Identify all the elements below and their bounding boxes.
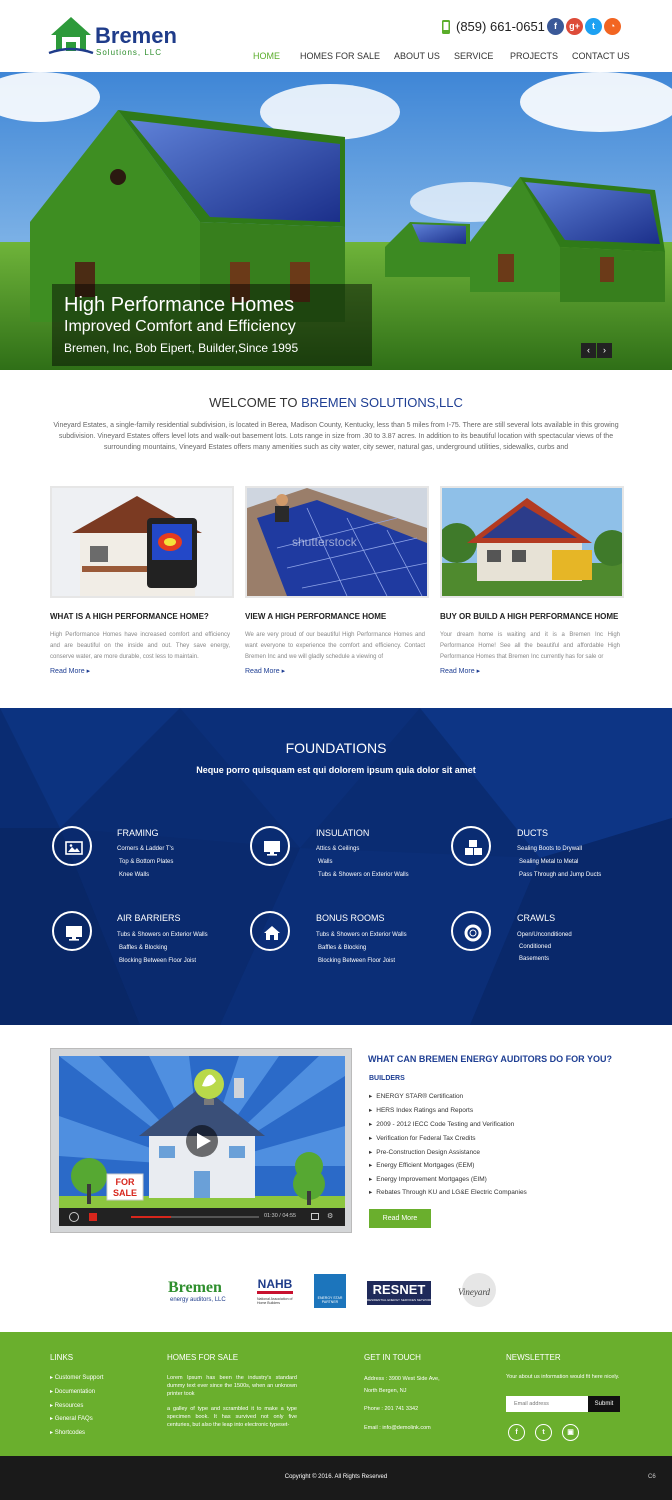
footer-email[interactable]: Email : info@demolink.com — [364, 1425, 431, 1431]
partner-logo-vineyard[interactable] — [456, 1272, 506, 1310]
logo-subtitle: Solutions, LLC — [96, 48, 163, 57]
auditor-service-label: Pre-Construction Design Assistance — [376, 1149, 480, 1156]
footer-link[interactable] — [50, 1415, 93, 1423]
arrow-right-icon: ▸ — [86, 668, 91, 675]
hero-subheadline: Improved Comfort and Efficiency — [64, 318, 296, 335]
phone-number: (859) 661-0651 — [456, 19, 545, 34]
arrow-right-icon: ▸ — [369, 1135, 373, 1142]
feature-icon-circle — [250, 911, 290, 951]
partner-logo-nahb[interactable] — [257, 1272, 297, 1310]
footer-link-label: General FAQs — [54, 1416, 93, 1422]
footer-link-label: Shortcodes — [54, 1430, 86, 1436]
sign-line-2: SALE — [112, 1188, 138, 1198]
auditor-service-label: Energy Improvement Mortgages (EIM) — [376, 1176, 487, 1183]
feature-line: Conditioned — [519, 944, 552, 950]
logo-wordmark: Bremen — [95, 23, 177, 48]
card-text: Your dream home is waiting and it is a Bremen Inc High Performance Home! See all the beautiful and affordable High Performance Homes that Bremen Inc currently has for sale or — [440, 632, 620, 660]
footer-link[interactable] — [50, 1388, 95, 1396]
nav-homes-for-sale[interactable]: HOMES FOR SALE — [300, 51, 381, 61]
auditor-service-item — [369, 1093, 463, 1101]
site-header — [0, 0, 672, 72]
auditor-service-label: HERS Index Ratings and Reports — [376, 1107, 474, 1114]
feature-line: Top & Bottom Plates — [119, 859, 174, 865]
feature-title: INSULATION — [316, 828, 370, 838]
cubes-icon — [464, 839, 482, 857]
welcome-title-brand: BREMEN SOLUTIONS,LLC — [301, 395, 463, 410]
phone-icon — [440, 20, 452, 34]
video-progress-track[interactable] — [131, 1216, 259, 1218]
footer-homes-text: a galley of type and scrambled it to make a type specimen book. It has survived not only five centuries, but also the leap into electronic typeset- — [167, 1406, 297, 1428]
footer-link-label: Documentation — [54, 1389, 96, 1395]
hero-caption — [52, 284, 372, 366]
feature-title: FRAMING — [117, 828, 159, 838]
fullscreen-icon[interactable] — [311, 1213, 319, 1220]
header-facebook-icon[interactable]: f — [547, 18, 564, 35]
footer-homes-text: Lorem Ipsum has been the industry's standard dummy text ever since the 1500s, when an unknown printer took — [167, 1375, 297, 1397]
welcome-text: Vineyard Estates, a single-family residential subdivision, is located in Berea, Madison County, Kentucky, less than 5 miles from I-75. There are still several lots available in this growing subdivision. Vineyard Estates offers level lots and walk-out basement lots. Lots range in size from .30 to 3.87 acres. In addition to its beautiful location with spectacular views of the surrounding mountains, Vineyard Estates offers many amenities such as city water, city sewer, natural gas, underground utilities, sidewalks, curbs and — [53, 422, 619, 451]
partner-bremen-sub: energy auditors, LLC — [170, 1297, 226, 1303]
auditors-read-more-button[interactable]: Read More — [369, 1209, 431, 1228]
feature-title: DUCTS — [517, 828, 548, 838]
lifebuoy-icon — [464, 924, 482, 942]
card-text: We are very proud of our beautiful High Performance Homes and want everyone to experience the comfort and efficiency. Contact Bremen Inc and we will gladly schedule a viewing of — [245, 632, 425, 660]
auditor-service-item — [369, 1121, 514, 1129]
card-read-more-link[interactable] — [245, 667, 285, 677]
auditor-service-label: Verification for Federal Tax Credits — [376, 1135, 476, 1142]
arrow-right-icon: ▸ — [50, 1430, 54, 1436]
auditor-service-label: Energy Efficient Mortgages (EEM) — [376, 1162, 475, 1169]
feature-line: Baffles & Blocking — [119, 945, 168, 951]
card-title: BUY OR BUILD A HIGH PERFORMANCE HOME — [440, 612, 619, 621]
card-title: WHAT IS A HIGH PERFORMANCE HOME? — [50, 612, 209, 621]
feature-line: Tubs & Showers on Exterior Walls — [117, 932, 208, 938]
footer-link-label: Resources — [54, 1403, 84, 1409]
auditor-service-label: Rebates Through KU and LG&E Electric Companies — [376, 1189, 527, 1196]
footer-phone: Phone : 201 741 3342 — [364, 1406, 419, 1412]
monitor-icon — [263, 839, 281, 857]
partner-bremen-word: Bremen — [168, 1279, 222, 1296]
welcome-title — [0, 395, 672, 410]
feature-line: Tubs & Showers on Exterior Walls — [316, 932, 407, 938]
footer-newsletter-title: NEWSLETTER — [506, 1353, 561, 1362]
card-text: High Performance Homes have increased comfort and efficiency and are beautiful on the inside and out. They save energy, conserve water, are more durable, cost less to maintain. — [50, 632, 230, 660]
video-time: 01:30 / 04:55 — [264, 1213, 297, 1219]
picture-icon — [65, 839, 83, 857]
footer-twitter-icon[interactable]: t — [535, 1424, 552, 1441]
arrow-right-icon: ▸ — [476, 668, 481, 675]
arrow-right-icon: ▸ — [50, 1389, 54, 1395]
main-nav — [240, 47, 640, 65]
auditor-service-item — [369, 1162, 474, 1170]
volume-icon[interactable] — [89, 1213, 97, 1221]
feature-icon-circle — [52, 826, 92, 866]
partner-logo-resnet[interactable] — [367, 1272, 431, 1310]
partner-nahb-sub: National Association of Home Builders — [257, 1297, 293, 1305]
auditor-service-item — [369, 1135, 476, 1143]
feature-line: Blocking Between Floor Joist — [318, 958, 396, 964]
feature-line: Knee Walls — [119, 872, 150, 878]
auditor-service-label: 2009 - 2012 IECC Code Testing and Verification — [376, 1121, 515, 1128]
feature-icon-circle — [250, 826, 290, 866]
feature-icon-circle — [451, 826, 491, 866]
arrow-right-icon: ▸ — [369, 1149, 373, 1156]
feature-title: AIR BARRIERS — [117, 913, 181, 923]
monitor-icon — [65, 924, 83, 942]
feature-line: Blocking Between Floor Joist — [119, 958, 197, 964]
newsletter-submit-button[interactable]: Submit — [588, 1396, 620, 1412]
card-image-thermal-house[interactable] — [50, 486, 234, 598]
card-read-more-label: Read More — [50, 668, 85, 675]
footer-address-line: Address : 3900 West Side Ave, — [364, 1376, 440, 1382]
auditor-service-item — [369, 1149, 480, 1157]
slider-prev-button[interactable]: ‹ — [581, 343, 596, 358]
partner-nahb-word: NAHB — [257, 1276, 293, 1294]
nav-projects[interactable]: PROJECTS — [510, 51, 559, 61]
arrow-right-icon: ▸ — [369, 1121, 373, 1128]
arrow-right-icon: ▸ — [50, 1403, 54, 1409]
feature-line: Sealing Boots to Drywall — [517, 846, 583, 852]
logo[interactable] — [48, 15, 188, 57]
video-play-icon[interactable] — [69, 1212, 79, 1222]
feature-line: Corners & Ladder T's — [117, 846, 174, 852]
partner-logo-bremen[interactable] — [168, 1272, 240, 1310]
auditors-subtitle: BUILDERS — [369, 1075, 405, 1082]
auditors-title: WHAT CAN BREMEN ENERGY AUDITORS DO FOR YOU? — [368, 1054, 613, 1064]
copyright-text: Copyright © 2016. All Rights Reserved — [284, 1474, 388, 1480]
footer-address-line: North Bergen, NJ — [364, 1388, 407, 1394]
card-image-solar-house[interactable] — [440, 486, 624, 598]
settings-gear-icon[interactable]: ⚙ — [327, 1213, 334, 1220]
footer-link-label: Customer Support — [54, 1375, 104, 1381]
card-image-solar-install[interactable] — [245, 486, 429, 598]
foundations-title: FOUNDATIONS — [285, 740, 387, 756]
header-twitter-icon[interactable]: t — [585, 18, 602, 35]
card-read-more-label: Read More — [440, 668, 475, 675]
auditor-service-item — [369, 1107, 473, 1115]
feature-title: CRAWLS — [517, 913, 556, 923]
footer-links-title: LINKS — [50, 1353, 74, 1362]
header-rss-icon[interactable]: ◔ — [604, 18, 621, 35]
arrow-right-icon: ▸ — [369, 1107, 373, 1114]
video-player — [50, 1048, 352, 1233]
feature-line: Pass Through and Jump Ducts — [519, 872, 602, 878]
footer-newsletter-text: Your about us information would fit here nicely. — [506, 1374, 620, 1380]
auditor-service-label: ENERGY STAR® Certification — [376, 1093, 464, 1100]
footer-link[interactable] — [50, 1402, 83, 1410]
foundations-subtitle: Neque porro quisquam est qui dolorem ipsum quia dolor sit amet — [196, 765, 476, 775]
feature-line: Open/Unconditioned — [517, 932, 572, 938]
card-watermark: shutterstock — [292, 535, 357, 549]
arrow-right-icon: ▸ — [369, 1162, 373, 1169]
footer-link[interactable] — [50, 1374, 103, 1382]
corner-label: C6 — [648, 1474, 656, 1480]
video-thumbnail — [59, 1056, 345, 1226]
feature-line: Basements — [519, 956, 550, 962]
feature-line: Sealing Metal to Metal — [519, 859, 579, 865]
arrow-right-icon: ▸ — [369, 1093, 373, 1100]
hero-tagline: Bremen, Inc, Bob Eipert, Builder,Since 1995 — [64, 341, 299, 355]
partner-vineyard-word: Vineyard — [458, 1287, 490, 1297]
sign-line-1: FOR — [115, 1177, 135, 1187]
auditor-service-item — [369, 1189, 527, 1197]
slider-next-button[interactable]: › — [597, 343, 612, 358]
partner-resnet-word: RESNET — [372, 1282, 426, 1297]
feature-line: Walls — [318, 859, 333, 865]
partner-resnet-sub: RESIDENTIAL ENERGY SERVICES NETWORK — [367, 1298, 433, 1302]
partner-logo-energystar[interactable] — [314, 1272, 346, 1310]
footer-instagram-icon[interactable]: ▣ — [562, 1424, 579, 1441]
feature-title: BONUS ROOMS — [316, 913, 385, 923]
feature-icon-circle — [451, 911, 491, 951]
footer-touch-title: GET IN TOUCH — [364, 1353, 421, 1362]
hero-headline: High Performance Homes — [64, 294, 295, 316]
arrow-right-icon: ▸ — [281, 668, 286, 675]
video-frame[interactable] — [59, 1056, 345, 1226]
card-title: VIEW A HIGH PERFORMANCE HOME — [245, 612, 387, 621]
arrow-right-icon: ▸ — [50, 1416, 54, 1422]
home-icon — [263, 924, 281, 942]
welcome-title-plain: WELCOME TO — [209, 395, 302, 410]
auditor-service-item — [369, 1176, 487, 1184]
card-read-more-label: Read More — [245, 668, 280, 675]
card-read-more-link[interactable] — [50, 667, 90, 677]
feature-line: Attics & Ceilings — [316, 846, 360, 852]
arrow-right-icon: ▸ — [50, 1375, 54, 1381]
newsletter-email-input[interactable]: Email address — [506, 1396, 588, 1412]
nav-about-us[interactable]: ABOUT US — [394, 51, 440, 61]
arrow-right-icon: ▸ — [369, 1176, 373, 1183]
nav-service[interactable]: SERVICE — [454, 51, 494, 61]
footer-homes-title: HOMES FOR SALE — [167, 1353, 239, 1362]
card-read-more-link[interactable] — [440, 667, 480, 677]
logo-house-icon — [48, 15, 94, 55]
video-progress-fill — [131, 1216, 171, 1218]
feature-line: Tubs & Showers on Exterior Walls — [318, 872, 409, 878]
arrow-right-icon: ▸ — [369, 1189, 373, 1196]
feature-icon-circle — [52, 911, 92, 951]
partner-energystar-text: ENERGY STAR PARTNER — [317, 1296, 343, 1304]
feature-line: Baffles & Blocking — [318, 945, 367, 951]
nav-home[interactable]: HOME — [253, 51, 280, 61]
footer-link[interactable] — [50, 1429, 85, 1437]
nav-contact-us[interactable]: CONTACT US — [572, 51, 630, 61]
header-google-plus-icon[interactable]: g+ — [566, 18, 583, 35]
footer-facebook-icon[interactable]: f — [508, 1424, 525, 1441]
